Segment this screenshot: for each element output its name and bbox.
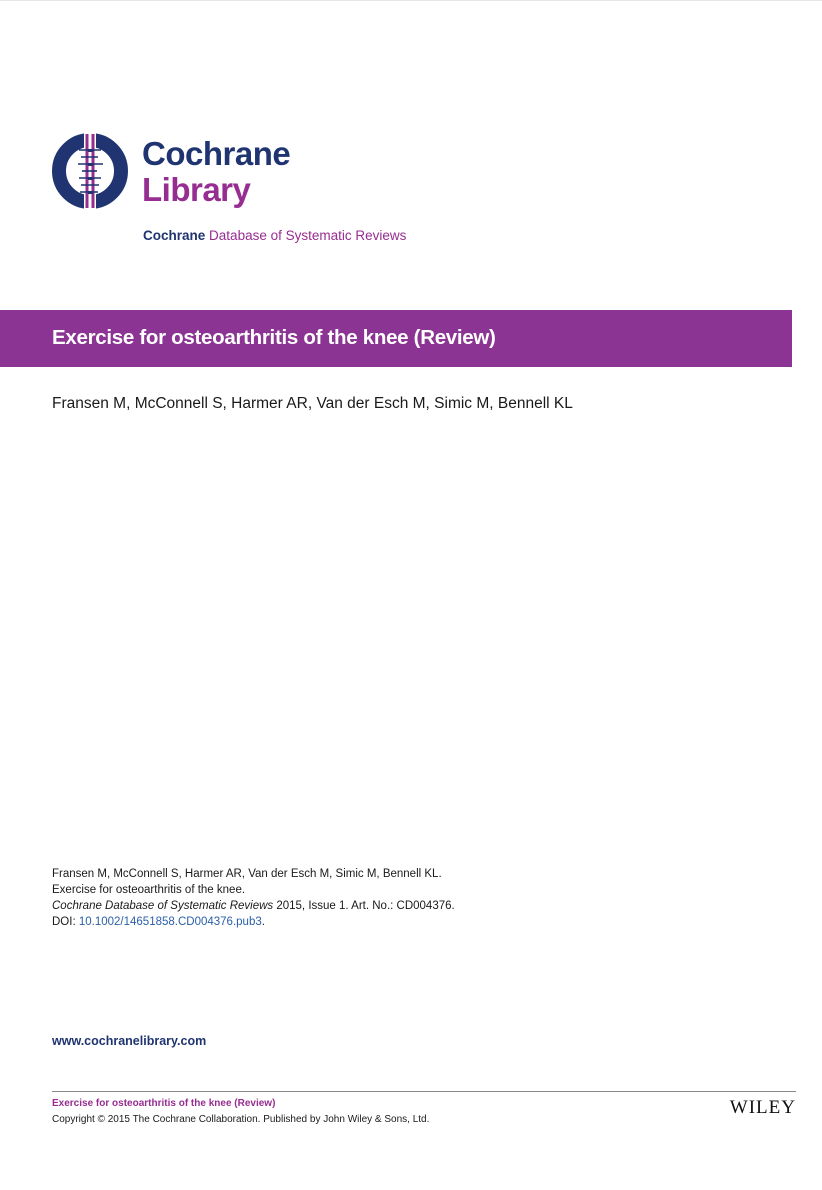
citation-block <box>52 866 455 930</box>
database-name: Database of Systematic Reviews <box>209 228 407 243</box>
doi-suffix: . <box>261 916 265 928</box>
database-line <box>143 227 406 245</box>
footer-divider <box>52 1091 796 1092</box>
doi-link[interactable]: 10.1002/14651858.CD004376.pub3 <box>78 916 262 928</box>
citation-details: 2015, Issue 1. Art. No.: CD004376. <box>273 900 455 912</box>
footer-title: Exercise for osteoarthritis of the knee (Review) <box>52 1098 276 1109</box>
citation-authors: Fransen M, McConnell S, Harmer AR, Van der Esch M, Simic M, Bennell KL. <box>52 868 442 880</box>
database-brand: Cochrane <box>143 228 206 243</box>
citation-source <box>52 898 455 914</box>
citation-doi-line <box>52 914 455 930</box>
wiley-logo: WILEY <box>729 1097 796 1118</box>
logo-word-cochrane: Cochrane <box>142 135 291 172</box>
top-rule <box>0 0 822 1</box>
citation-title: Exercise for osteoarthritis of the knee. <box>52 884 246 896</box>
cochrane-logo-icon <box>51 132 129 210</box>
title-banner <box>0 310 792 367</box>
logo-word-library: Library <box>142 171 251 208</box>
review-title: Exercise for osteoarthritis of the knee (Review) <box>52 326 496 349</box>
author-list: Fransen M, McConnell S, Harmer AR, Van der Esch M, Simic M, Bennell KL <box>52 395 573 412</box>
footer-copyright: Copyright © 2015 The Cochrane Collaboration. Published by John Wiley & Sons, Ltd. <box>52 1114 430 1125</box>
website-link[interactable]: www.cochranelibrary.com <box>52 1034 207 1048</box>
citation-journal: Cochrane Database of Systematic Reviews <box>52 900 274 912</box>
doi-label: DOI: <box>52 916 79 928</box>
cochrane-library-logo[interactable] <box>51 132 311 212</box>
